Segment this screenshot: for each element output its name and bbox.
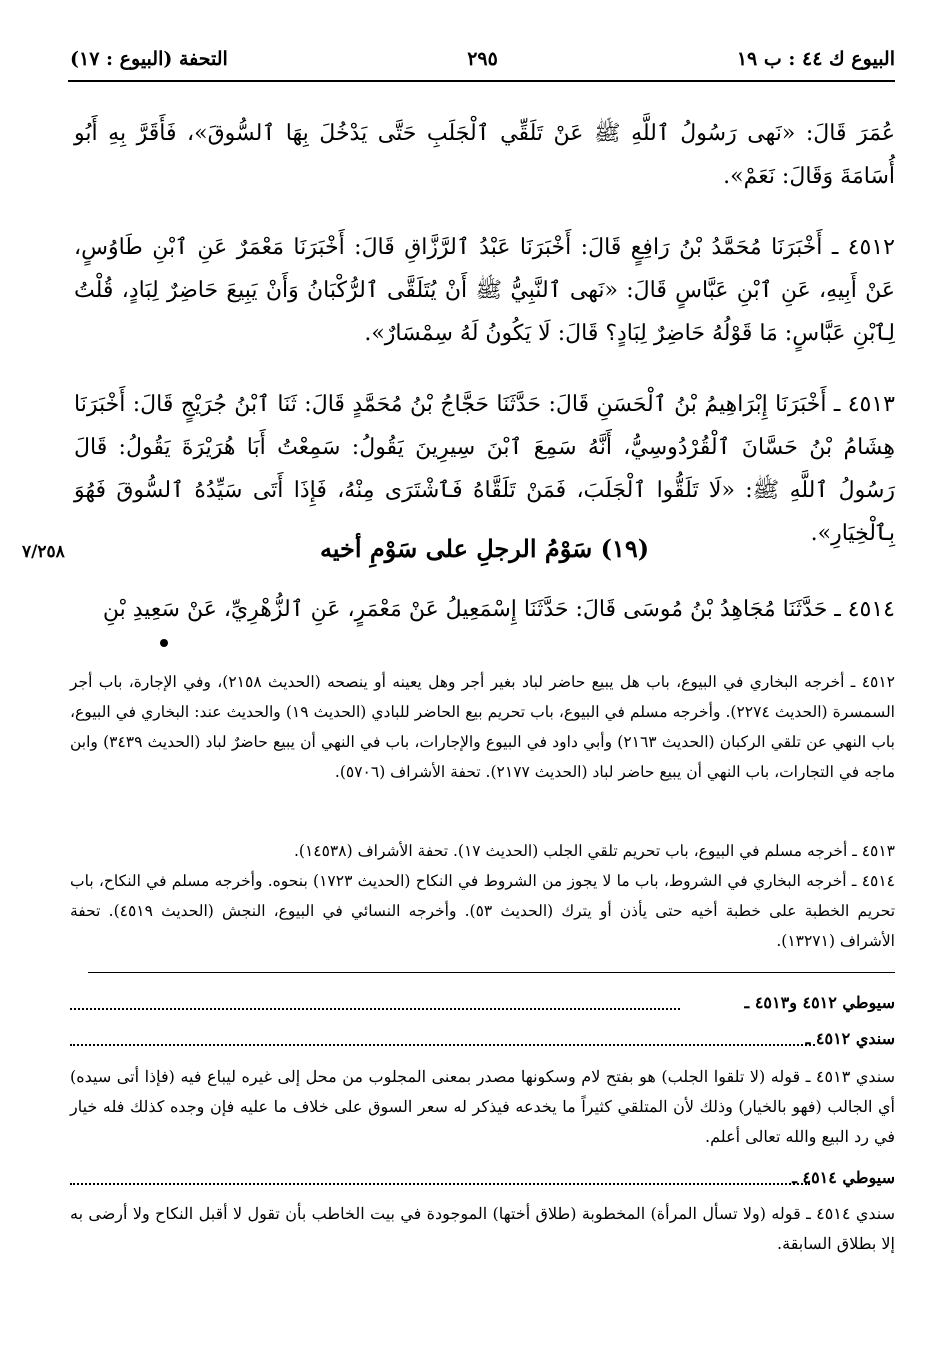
commentary-heading: سندي ٤٥١٢ ـ [805, 1029, 895, 1048]
hadith-4513: ٤٥١٣ ـ أَخْبَرَنَا إِبْرَاهِيمُ بْنُ ٱلْحَسَنِ قَالَ: حَدَّثَنَا حَجَّاجُ بْنُ مُحَمَّدٍ قَالَ: ثَنَا ٱبْنُ جُرَيْجٍ قَالَ: أَخْبَرَنَا هِشَامُ بْنُ حَسَّانَ ٱلْقُرْدُوسِيُّ، أَنَّهُ سَمِعَ ٱبْنَ سِيرِينَ يَقُولُ: سَمِعْتُ أَبَا هُرَيْرَةَ يَقُولُ: قَالَ رَسُولُ ٱللَّهِ ﷺ: «لَا تَلَقُّوا ٱلْجَلَبَ، فَمَنْ تَلَقَّاهُ فَٱشْتَرَى مِنْهُ، فَإِذَا أَتَى سَيِّدُهُ ٱلسُّوقَ فَهُوَ بِٱلْخِيَارِ». [74, 392, 895, 546]
footnote-4512: ٤٥١٢ ـ أخرجه البخاري في البيوع، باب هل يبيع حاضر لباد بغير أجر وهل يعينه أو ينصحه (الحديث ٢١٥٨)، وفي الإجارة، باب أجر السمسرة (الحديث ٢٢٧٤). وأخرجه مسلم في البيوع، باب تحريم بيع الحاضر للبادي (الحديث ١٩) والحديث عند: البخاري في البيوع، باب النهي عن تلقي الركبان (الحديث ٢١٦٣) وأبي داود في البيوع والإجارات، باب في النهي أن يبيع حاضرٌ لباد (الحديث ٣٤٣٩) وابن ماجه في التجارات، باب النهي أن يبيع حاضر لباد (الحديث ٢١٧٧). تحفة الأشراف (٥٧٠٦). [70, 673, 895, 781]
footnote-4513: ٤٥١٣ ـ أخرجه مسلم في البيوع، باب تحريم تلقي الجلب (الحديث ١٧). تحفة الأشراف (١٤٥٣٨). [293, 842, 895, 860]
bullet-mark [160, 639, 168, 647]
commentary-suyuti-4514 [70, 1163, 895, 1193]
header-rule [68, 80, 895, 82]
dotted-leader [70, 1008, 680, 1010]
commentary-sindi-4513: سندي ٤٥١٣ ـ قوله (لا تلقوا الجلب) هو بفتح لام وسكونها مصدر بمعنى المجلوب من محل إلى غيره ليباع فيه (فإذا أتى سيده) أي الجالب (فهو بالخيار) وذلك لأن المتلقي كثيراً ما يخدعه فيذكر له سعر السوق على خلاف ما عليه فإن وجده كذلك فله خيار في رد البيع والله تعالى أعلم. [70, 1067, 895, 1146]
commentary-suyuti-4512-4513 [70, 988, 895, 1018]
header-tuhfa-ref: التحفة (البيوع : ١٧) [70, 48, 228, 70]
header-chapter: البيوع ك ٤٤ : ب ١٩ [736, 48, 895, 70]
dotted-leader [70, 1183, 810, 1185]
commentary-sindi-4514: سندي ٤٥١٤ ـ قوله (ولا تسأل المرأة) المخطوبة (طلاق أختها) الموجودة في بيت الخاطب بأن تقول لا أقبل النكاح ولا أرضى به إلا بطلاق السابقة. [70, 1204, 895, 1253]
running-header [70, 44, 895, 78]
footnote-commentary-rule [88, 972, 895, 973]
dotted-leader [70, 1044, 815, 1046]
commentary-heading: سيوطي ٤٥١٤ ـ [792, 1168, 895, 1187]
commentary-sindi-4512 [70, 1024, 895, 1054]
hadith-4514: ٤٥١٤ ـ حَدَّثَنَا مُجَاهِدُ بْنُ مُوسَى قَالَ: حَدَّثَنَا إِسْمَعِيلُ عَنْ مَعْمَرٍ، عَنِ ٱلزُّهْرِيِّ، عَنْ سَعِيدِ بْنِ [102, 597, 895, 622]
hadith-4512: ٤٥١٢ ـ أَخْبَرَنَا مُحَمَّدُ بْنُ رَافِعٍ قَالَ: أَخْبَرَنَا عَبْدُ ٱلرَّزَّاقِ قَالَ: أَخْبَرَنَا مَعْمَرٌ عَنِ ٱبْنِ طَاوُسٍ، عَنْ أَبِيهِ، عَنِ ٱبْنِ عَبَّاسٍ قَالَ: «نَهى ٱلنَّبِيُّ ﷺ أَنْ يُتَلَقَّى ٱلرُّكْبَانُ وَأَنْ يَبِيعَ حَاضِرٌ لِبَادٍ، قُلْتُ لِٱبْنِ عَبَّاسٍ: مَا قَوْلُهُ حَاضِرٌ لِبَادٍ؟ قَالَ: لَا يَكُونُ لَهُ سِمْسَارٌ». [74, 235, 895, 346]
commentary-heading: سيوطي ٤٥١٢ و٤٥١٣ ـ [744, 993, 895, 1012]
section-title: (١٩) سَوْمُ الرجلِ على سَوْمِ أخيه [319, 534, 650, 563]
page-number: ٢٩٥ [467, 48, 498, 70]
margin-reference: ٧/٢٥٨ [22, 542, 65, 562]
hadith-continuation: عُمَرَ قَالَ: «نَهى رَسُولُ ٱللَّهِ ﷺ عَنْ تَلَقِّي ٱلْجَلَبِ حَتَّى يَدْخُلَ بِهَا ٱلسُّوقَ»، فَأَقَرَّ بِهِ أَبُو أُسَامَةَ وَقَالَ: نَعَمْ». [74, 121, 895, 189]
footnote-4514: ٤٥١٤ ـ أخرجه البخاري في الشروط، باب ما لا يجوز من الشروط في النكاح (الحديث ١٧٢٣) بنحوه. وأخرجه مسلم في النكاح، باب تحريم الخطبة على خطبة أخيه حتى يأذن أو يترك (الحديث ٥٣). وأخرجه النسائي في البيوع، النجش (الحديث ٤٥١٩). تحفة الأشراف (١٣٢٧١). [70, 872, 896, 950]
